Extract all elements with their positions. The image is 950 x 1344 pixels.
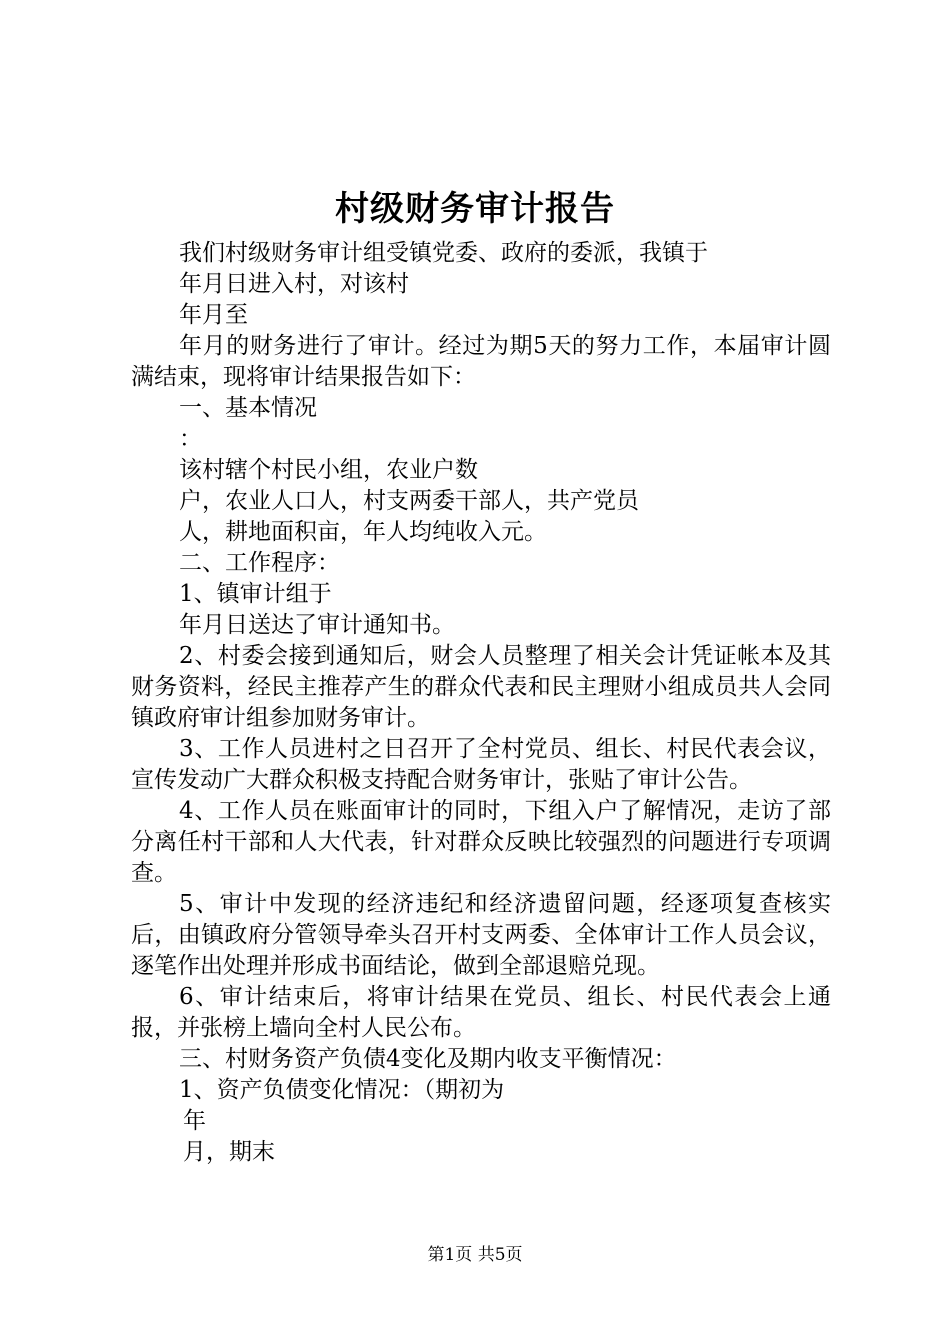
- section-heading: 三、村财务资产负债4变化及期内收支平衡情况：: [179, 1046, 677, 1072]
- document-body: [131, 238, 831, 1168]
- text-line: 年月日进入村，对该村: [179, 271, 409, 297]
- page-indicator: 第1页 共5页: [427, 1245, 523, 1265]
- text-line: 人，耕地面积亩，年人均纯收入元。: [179, 519, 547, 545]
- section-heading: 二、工作程序：: [179, 550, 340, 576]
- text-line: 年: [183, 1108, 206, 1134]
- text-line: ：: [179, 426, 202, 452]
- text-line: 月，期末: [183, 1139, 275, 1165]
- text-line: 年月日送达了审计通知书。: [179, 612, 455, 638]
- text-line: 1、资产负债变化情况：（期初为: [179, 1077, 505, 1103]
- text-line: 1、镇审计组于: [179, 581, 332, 607]
- section-heading: 一、基本情况: [179, 395, 317, 421]
- text-line: 我们村级财务审计组受镇党委、政府的委派，我镇于: [179, 240, 708, 266]
- paragraph: 2、村委会接到通知后，财会人员整理了相关会计凭证帐本及其财务资料，经民主推荐产生的群众代表和民主理财小组成员共人会同镇政府审计组参加财务审计。: [131, 643, 831, 731]
- document-title: 村级财务审计报告: [335, 189, 615, 229]
- paragraph: 3、工作人员进村之日召开了全村党员、组长、村民代表会议，宣传发动广大群众积极支持配合财务审计，张贴了审计公告。: [131, 736, 831, 793]
- paragraph: 5、审计中发现的经济违纪和经济遗留问题，经逐项复查核实后，由镇政府分管领导牵头召开村支两委、全体审计工作人员会议，逐笔作出处理并形成书面结论，做到全部退赔兑现。: [131, 891, 831, 979]
- paragraph: 4、工作人员在账面审计的同时，下组入户了解情况，走访了部分离任村干部和人大代表，针对群众反映比较强烈的问题进行专项调查。: [131, 798, 831, 886]
- paragraph: 年月的财务进行了审计。经过为期5天的努力工作，本届审计圆满结束，现将审计结果报告如下：: [131, 333, 831, 390]
- text-line: 年月至: [179, 302, 248, 328]
- paragraph: 6、审计结束后，将审计结果在党员、组长、村民代表会上通报，并张榜上墙向全村人民公布。: [131, 984, 831, 1041]
- text-line: 该村辖个村民小组，农业户数: [179, 457, 478, 483]
- text-line: 户，农业人口人，村支两委干部人，共产党员: [179, 488, 639, 514]
